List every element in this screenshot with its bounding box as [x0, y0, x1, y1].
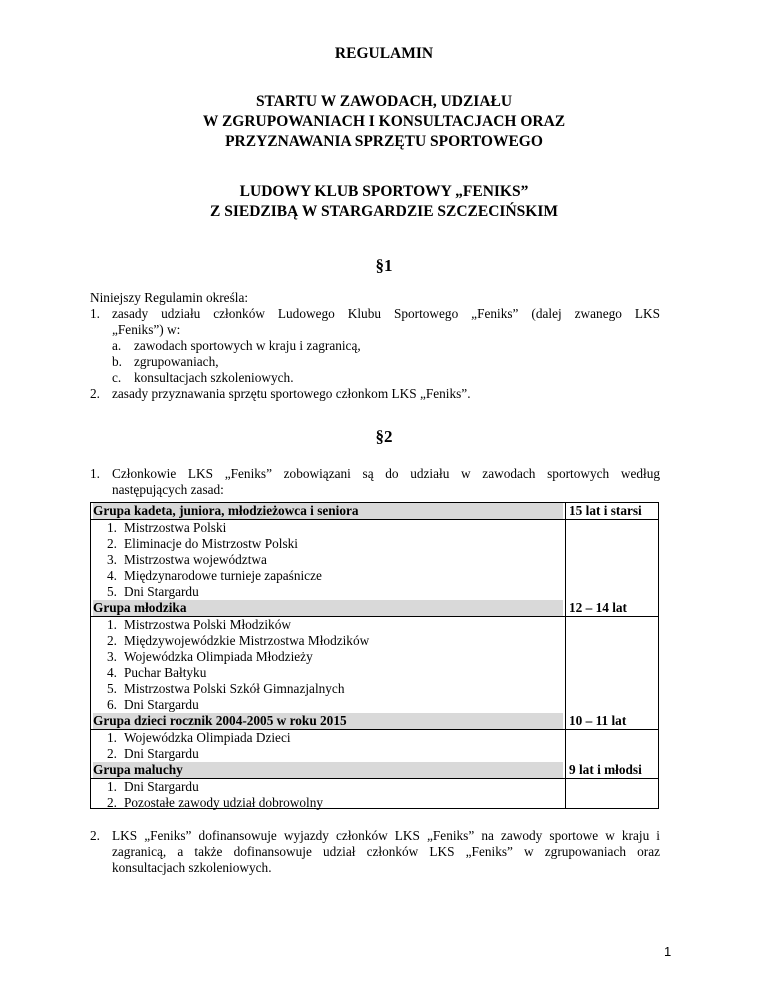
table-row: 2. Międzywojewódzkie Mistrzostwa Młodzików [107, 633, 370, 648]
section-2-item-2-line-3: konsultacjach szkoleniowych. [112, 860, 272, 875]
sub-item-text: zgrupowaniach, [134, 354, 219, 369]
table-item: Dni Stargardu [124, 779, 199, 794]
table-row: 6. Dni Stargardu [107, 697, 199, 712]
table-item: Dni Stargardu [124, 697, 199, 712]
table-group-name: Grupa dzieci rocznik 2004-2005 w roku 2015 [93, 713, 563, 729]
table-group-age: 15 lat i starsi [569, 503, 642, 518]
table-item: Wojewódzka Olimpiada Dzieci [124, 730, 291, 745]
section-1-item-2: zasady przyznawania sprzętu sportowego członkom LKS „Feniks”. [112, 386, 471, 401]
table-item: Puchar Bałtyku [124, 665, 207, 680]
table-row: 1. Dni Stargardu [107, 779, 199, 794]
table-row: 1. Mistrzostwa Polski Młodzików [107, 617, 291, 632]
table-item: Pozostałe zawody udział dobrowolny [124, 795, 324, 810]
sub-item-label: c. [112, 370, 122, 385]
table-row: 1. Mistrzostwa Polski [107, 520, 227, 535]
list-number: 1. [90, 466, 100, 481]
table-group-age: 12 – 14 lat [569, 600, 627, 615]
section-1-sign: §1 [375, 256, 393, 275]
table-item: Eliminacje do Mistrzostw Polski [124, 536, 298, 551]
table-item: Międzywojewódzkie Mistrzostwa Młodzików [124, 633, 370, 648]
section-2-item-1-line-1: Członkowie LKS „Feniks” zobowiązani są do udziału w zawodach sportowych według [112, 466, 660, 481]
section-1-intro: Niniejszy Regulamin określa: [90, 290, 249, 305]
table-item: Mistrzostwa Polski Szkół Gimnazjalnych [124, 681, 345, 696]
section-1-item-1-line-1: zasady udziału członków Ludowego Klubu Sportowego „Feniks” (dalej zwanego LKS [112, 306, 660, 321]
club-name-line: LUDOWY KLUB SPORTOWY „FENIKS” [239, 183, 529, 200]
table-item: Dni Stargardu [124, 746, 199, 761]
table-item: Mistrzostwa Polski Młodzików [124, 617, 291, 632]
table-row: 4. Międzynarodowe turnieje zapaśnicze [107, 568, 322, 583]
table-row: 2. Dni Stargardu [107, 746, 199, 761]
table-item: Mistrzostwa województwa [124, 552, 267, 567]
list-number: 2. [90, 828, 100, 843]
subtitle-line: PRZYZNAWANIA SPRZĘTU SPORTOWEGO [225, 133, 543, 150]
table-item: Dni Stargardu [124, 584, 199, 599]
table-group-name: Grupa młodzika [93, 600, 563, 616]
table-row: 5. Dni Stargardu [107, 584, 199, 599]
section-2-sign: §2 [375, 427, 393, 446]
page-number: 1 [664, 944, 672, 959]
section-2-item-2-line-1: LKS „Feniks” dofinansowuje wyjazdy członków LKS „Feniks” na zawody sportowe w kraju i [112, 828, 660, 843]
table-row: 1. Wojewódzka Olimpiada Dzieci [107, 730, 291, 745]
sub-item-text: zawodach sportowych w kraju i zagranicą, [134, 338, 361, 353]
table-group-age: 10 – 11 lat [569, 713, 627, 728]
table-item: Mistrzostwa Polski [124, 520, 227, 535]
subtitle-line: STARTU W ZAWODACH, UDZIAŁU [255, 93, 513, 110]
table-row: 5. Mistrzostwa Polski Szkół Gimnazjalnych [107, 681, 345, 696]
table-row: 3. Wojewódzka Olimpiada Młodzieży [107, 649, 313, 664]
list-number: 2. [90, 386, 100, 401]
sub-item-text: konsultacjach szkoleniowych. [134, 370, 294, 385]
sub-item-label: a. [112, 338, 122, 353]
section-2-item-1-line-2: następujących zasad: [112, 482, 224, 497]
document-title: REGULAMIN [334, 45, 434, 62]
table-group-age: 9 lat i młodsi [569, 762, 642, 777]
table-group-name: Grupa maluchy [93, 762, 563, 778]
club-name-line: Z SIEDZIBĄ W STARGARDZIE SZCZECIŃSKIM [210, 203, 558, 220]
table-item: Wojewódzka Olimpiada Młodzieży [124, 649, 313, 664]
section-2-item-2-line-2: zagranicą, a także dofinansowuje udział członków LKS „Feniks” w zgrupowaniach oraz [112, 844, 660, 859]
table-group-name: Grupa kadeta, juniora, młodzieżowca i seniora [93, 503, 563, 519]
table-row: 4. Puchar Bałtyku [107, 665, 207, 680]
table-row: 3. Mistrzostwa województwa [107, 552, 267, 567]
table-item: Międzynarodowe turnieje zapaśnicze [124, 568, 322, 583]
section-1-item-1-line-2: „Feniks”) w: [112, 322, 181, 337]
table-row: 2. Pozostałe zawody udział dobrowolny [107, 795, 324, 810]
table-row: 2. Eliminacje do Mistrzostw Polski [107, 536, 298, 551]
subtitle-line: W ZGRUPOWANIACH I KONSULTACJACH ORAZ [202, 113, 566, 130]
sub-item-label: b. [112, 354, 122, 369]
list-number: 1. [90, 306, 100, 321]
